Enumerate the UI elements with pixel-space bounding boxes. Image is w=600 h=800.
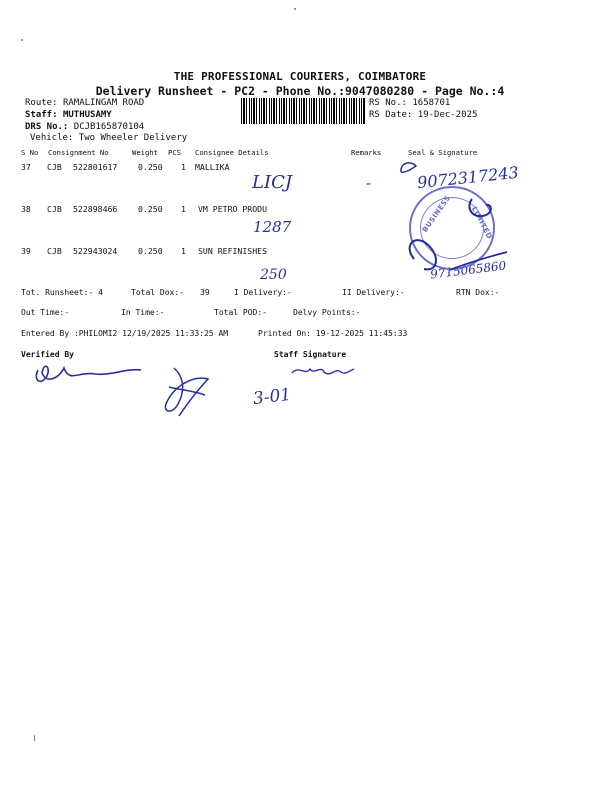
row-39-handwritten-mark: 250 (260, 267, 287, 283)
row-39-weight: 0.250 (138, 246, 163, 256)
row-38-handwritten-mark: 1287 (253, 218, 292, 236)
row-39-consignment: 522943024 (73, 246, 118, 256)
header-seal-signature: Seal & Signature (408, 148, 478, 157)
total-dox-value: 39 (200, 288, 210, 297)
in-time: In Time:- (121, 308, 165, 317)
rs-no-label: RS No.: (369, 98, 407, 108)
row-37-weight: 0.250 (138, 162, 163, 172)
row-38-pcs: 1 (181, 204, 186, 214)
drs-label: DRS No.: (25, 122, 69, 132)
vehicle-label: Vehicle: (30, 133, 74, 143)
route-label: Route: (25, 98, 58, 108)
scan-dot-2 (294, 8, 296, 10)
staff-line (25, 110, 112, 120)
row-39-handwritten-phone: 9715065860 (429, 258, 507, 282)
staff-signature-label: Staff Signature (274, 350, 347, 359)
row-37-pcs: 1 (181, 162, 186, 172)
rs-date-label: RS Date: (369, 110, 413, 120)
header-consignment-no: Consignment No (48, 148, 109, 157)
entered-at-value: 12/19/2025 11:33:25 AM (122, 329, 229, 338)
staff-signature (288, 360, 358, 384)
entered-by-value: PHILOMI2 (78, 329, 118, 338)
rs-no-value: 1658701 (412, 98, 451, 108)
row-37-tick-mark (398, 159, 420, 181)
rs-no-line (369, 98, 450, 108)
i-delivery: I Delivery:- (234, 288, 292, 297)
handwritten-time-note: 3-01 (251, 384, 293, 410)
row-39-pcs: 1 (181, 246, 186, 256)
entered-by-label: Entered By : (21, 329, 79, 338)
row-38-sno: 38 (21, 204, 31, 214)
row-37-sno: 37 (21, 162, 31, 172)
stamp-text-left: BUSINESS (420, 194, 453, 234)
staff-label: Staff: (25, 110, 58, 120)
rtn-dox: RTN Dox:- (456, 288, 500, 297)
rs-date-line (369, 110, 477, 120)
row-38-weight: 0.250 (138, 204, 163, 214)
header-pcs: PCS (168, 148, 181, 157)
row-39-consignee: SUN REFINISHES (198, 246, 268, 256)
row-37-consignment: 522801617 (73, 162, 118, 172)
barcode (241, 98, 365, 124)
header-consignee-details: Consignee Details (195, 148, 269, 157)
vehicle-line (30, 133, 187, 143)
row-38-prefix: CJB (47, 204, 62, 214)
vehicle-value: Two Wheeler Delivery (78, 133, 188, 143)
total-runsheet: Tot. Runsheet:- 4 (21, 288, 103, 297)
delivery-points: Delvy Points:- (293, 308, 361, 317)
total-pod: Total POD:- (214, 308, 267, 317)
printed-on-label: Printed On: (258, 329, 311, 338)
row-37-handwritten-phone: 9072317243 (416, 162, 520, 193)
company-title: THE PROFESSIONAL COURIERS, COIMBATORE (173, 70, 427, 83)
total-dox-label: Total Dox:- (131, 288, 184, 297)
route-value: RAMALINGAM ROAD (62, 98, 145, 108)
header-remarks: Remarks (351, 148, 382, 157)
scan-dot-1 (21, 39, 23, 41)
verified-by-label: Verified By (21, 350, 74, 359)
printed-on-line (258, 329, 407, 338)
drs-value: DCJB165870104 (73, 122, 145, 132)
header-sno: S No (21, 148, 39, 157)
row-37-handwritten-dash: - (366, 174, 372, 192)
row-37-prefix: CJB (47, 162, 62, 172)
row-37-consignee: MALLIKA (195, 162, 230, 172)
row-38-consignee: VM PETRO PRODU (198, 204, 268, 214)
staff-value: MUTHUSAMY (62, 110, 112, 120)
seal-signature-scribble (390, 180, 510, 275)
printed-on-value: 19-12-2025 11:45:33 (315, 329, 408, 338)
entered-by-line (21, 329, 228, 338)
drs-line (25, 122, 144, 132)
out-time: Out Time:- (21, 308, 70, 317)
stamp-text-right: LIMITED (469, 205, 494, 241)
row-39-sno: 39 (21, 246, 31, 256)
rs-date-value: 19-Dec-2025 (417, 110, 478, 120)
row-37-handwritten-mark: LICJ (252, 172, 293, 193)
scan-dot-3 (34, 735, 35, 741)
ii-delivery: II Delivery:- (342, 288, 405, 297)
header-weight: Weight (132, 148, 158, 157)
verified-by-signature (27, 354, 145, 394)
runsheet-title: Delivery Runsheet - PC2 - Phone No.:9047080280 - Page No.:4 (95, 84, 505, 98)
route-line (25, 98, 144, 108)
row-38-consignment: 522898466 (73, 204, 118, 214)
row-39-prefix: CJB (47, 246, 62, 256)
handwritten-signature-center (155, 356, 215, 426)
